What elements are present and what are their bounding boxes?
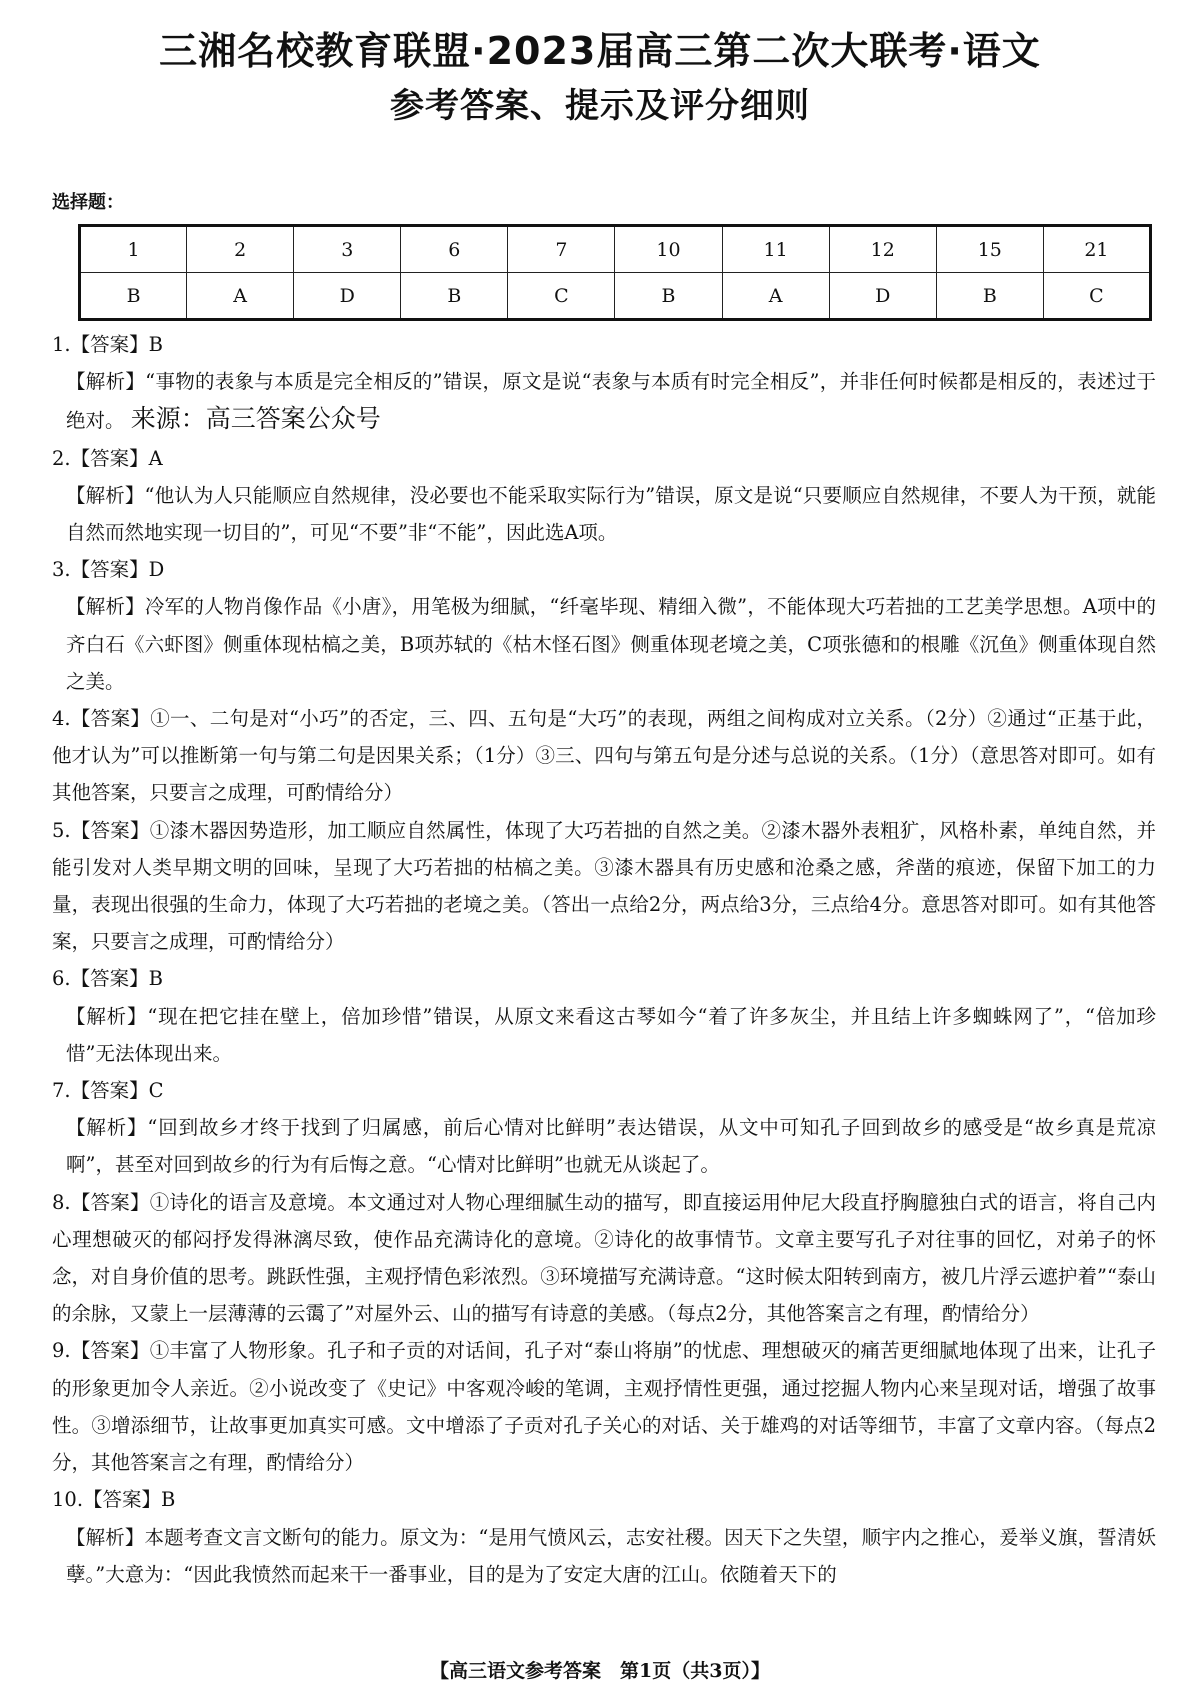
- answer-cell: B: [615, 273, 722, 320]
- explanation-paragraph: [52, 1519, 1156, 1593]
- answer-paragraph: [52, 812, 1156, 961]
- section-heading: 选择题：: [52, 192, 124, 213]
- question-number-cell: 7: [508, 226, 615, 273]
- paragraph-text: 【解析】冷军的人物肖像作品《小唐》，用笔极为细腻，“纤毫毕现、精细入微”，不能体现大巧若拙的工艺美学思想。A项中的齐白石《六虾图》侧重体现枯槁之美，B项苏轼的《枯木怪石图》侧重体现老境之美，C项张德和的根雕《沉鱼》侧重体现自然之美。: [66, 595, 1156, 693]
- answer-paragraph: [52, 700, 1156, 812]
- source-note: 来源：高三答案公众号: [130, 404, 381, 434]
- paragraph-text: 【解析】“事物的表象与本质是完全相反的”错误，原文是说“表象与本质有时完全相反”，并非任何时候都是相反的，表述过于绝对。: [66, 370, 1156, 433]
- answer-cell: B: [936, 273, 1043, 320]
- paragraph-text: 10.【答案】B: [52, 1488, 176, 1512]
- question-number-cell: 15: [936, 226, 1043, 273]
- answer-cell: A: [722, 273, 829, 320]
- paragraph-text: 【解析】“他认为人只能顺应自然规律，没必要也不能采取实际行为”错误，原文是说“只要顺应自然规律，不要人为干预，就能自然而然地实现一切目的”，可见“不要”非“不能”，因此选A项。: [66, 483, 1156, 545]
- answer-paragraph: [52, 1481, 1156, 1518]
- answer-paragraph: [52, 551, 1156, 588]
- paragraph-text: 7.【答案】C: [52, 1079, 164, 1103]
- answer-paragraph: [52, 326, 1156, 363]
- answer-cell: C: [1043, 273, 1150, 320]
- paragraph-text: 6.【答案】B: [52, 967, 163, 991]
- answer-explanations: [52, 326, 1156, 1593]
- answer-cell: C: [508, 273, 615, 320]
- page-subtitle: 参考答案、提示及评分细则: [390, 86, 810, 126]
- question-number-cell: 11: [722, 226, 829, 273]
- answer-row: [80, 273, 1151, 320]
- answer-cell: D: [829, 273, 936, 320]
- paragraph-text: 【解析】“现在把它挂在壁上，倍加珍惜”错误，从原文来看这古琴如今“着了许多灰尘，并且结上许多蜘蛛网了”，“倍加珍惜”无法体现出来。: [66, 1004, 1156, 1065]
- paragraph-text: 2.【答案】A: [52, 446, 163, 470]
- answer-cell: B: [401, 273, 508, 320]
- answer-paragraph: [52, 1332, 1156, 1481]
- paragraph-text: 4.【答案】①一、二句是对“小巧”的否定，三、四、五句是“大巧”的表现，两组之间构成对立关系。（2分）②通过“正基于此，他才认为”可以推断第一句与第二句是因果关系；（1分）③三、四句与第五句是分述与总说的关系。（1分）（意思答对即可。如有其他答案，只要言之成理，可酌情给分）: [52, 707, 1156, 805]
- answer-paragraph: [52, 1072, 1156, 1109]
- explanation-paragraph: [52, 363, 1156, 439]
- paragraph-text: 8.【答案】①诗化的语言及意境。本文通过对人物心理细腻生动的描写，即直接运用仲尼大段直抒胸臆独白式的语言，将自己内心理想破灭的郁闷抒发得淋漓尽致，使作品充满诗化的意境。②诗化的故事情节。文章主要写孔子对往事的回忆，对弟子的怀念，对自身价值的思考。跳跃性强，主观抒情色彩浓烈。③环境描写充满诗意。“这时候太阳转到南方，被几片浮云遮护着”“泰山的余脉，又蒙上一层薄薄的云霭了”对屋外云、山的描写有诗意的美感。（每点2分，其他答案言之有理，酌情给分）: [52, 1190, 1156, 1326]
- question-number-cell: 12: [829, 226, 936, 273]
- question-number-row: [80, 226, 1151, 273]
- choice-answer-table: [78, 224, 1152, 321]
- explanation-paragraph: [52, 998, 1156, 1072]
- answer-paragraph: [52, 440, 1156, 477]
- paragraph-text: 【解析】“回到故乡才终于找到了归属感，前后心情对比鲜明”表达错误，从文中可知孔子回到故乡的感受是“故乡真是荒凉啊”，甚至对回到故乡的行为有后悔之意。“心情对比鲜明”也就无从谈起了。: [66, 1116, 1156, 1177]
- paragraph-text: 1.【答案】B: [52, 333, 163, 356]
- question-number-cell: 10: [615, 226, 722, 273]
- paragraph-text: 5.【答案】①漆木器因势造形，加工顺应自然属性，体现了大巧若拙的自然之美。②漆木器外表粗犷，风格朴素，单纯自然，并能引发对人类早期文明的回味，呈现了大巧若拙的枯槁之美。③漆木器具有历史感和沧桑之感，斧凿的痕迹，保留下加工的力量，表现出很强的生命力，体现了大巧若拙的老境之美。（答出一点给2分，两点给3分，三点给4分。意思答对即可。如有其他答案，只要言之成理，可酌情给分）: [52, 818, 1156, 954]
- answer-cell: D: [294, 273, 401, 320]
- paragraph-text: 9.【答案】①丰富了人物形象。孔子和子贡的对话间，孔子对“泰山将崩”的忧虑、理想破灭的痛苦更细腻地体现了出来，让孔子的形象更加令人亲近。②小说改变了《史记》中客观冷峻的笔调，主观抒情性更强，通过挖掘人物内心来呈现对话，增强了故事性。③增添细节，让故事更加真实可感。文中增添了子贡对孔子关心的对话、关于雄鸡的对话等细节，丰富了文章内容。（每点2分，其他答案言之有理，酌情给分）: [52, 1339, 1156, 1475]
- explanation-paragraph: [52, 1109, 1156, 1183]
- paragraph-text: 3.【答案】D: [52, 558, 165, 582]
- page-title: 三湘名校教育联盟·2023届高三第二次大联考·语文: [159, 29, 1041, 73]
- explanation-paragraph: [52, 588, 1156, 700]
- page-footer: 【高三语文参考答案 第1页（共3页）】: [430, 1660, 770, 1682]
- question-number-cell: 2: [187, 226, 294, 273]
- answer-paragraph: [52, 960, 1156, 997]
- question-number-cell: 6: [401, 226, 508, 273]
- question-number-cell: 1: [80, 226, 187, 273]
- question-number-cell: 21: [1043, 226, 1150, 273]
- answer-paragraph: [52, 1184, 1156, 1333]
- explanation-paragraph: [52, 477, 1156, 551]
- question-number-cell: 3: [294, 226, 401, 273]
- paragraph-text: 【解析】本题考查文言文断句的能力。原文为：“是用气愤风云，志安社稷。因天下之失望，顺宇内之推心，爰举义旗，誓清妖孽。”大意为：“因此我愤然而起来干一番事业，目的是为了安定大唐的江山。依随着天下的: [66, 1525, 1156, 1586]
- answer-cell: A: [187, 273, 294, 320]
- answer-cell: B: [80, 273, 187, 320]
